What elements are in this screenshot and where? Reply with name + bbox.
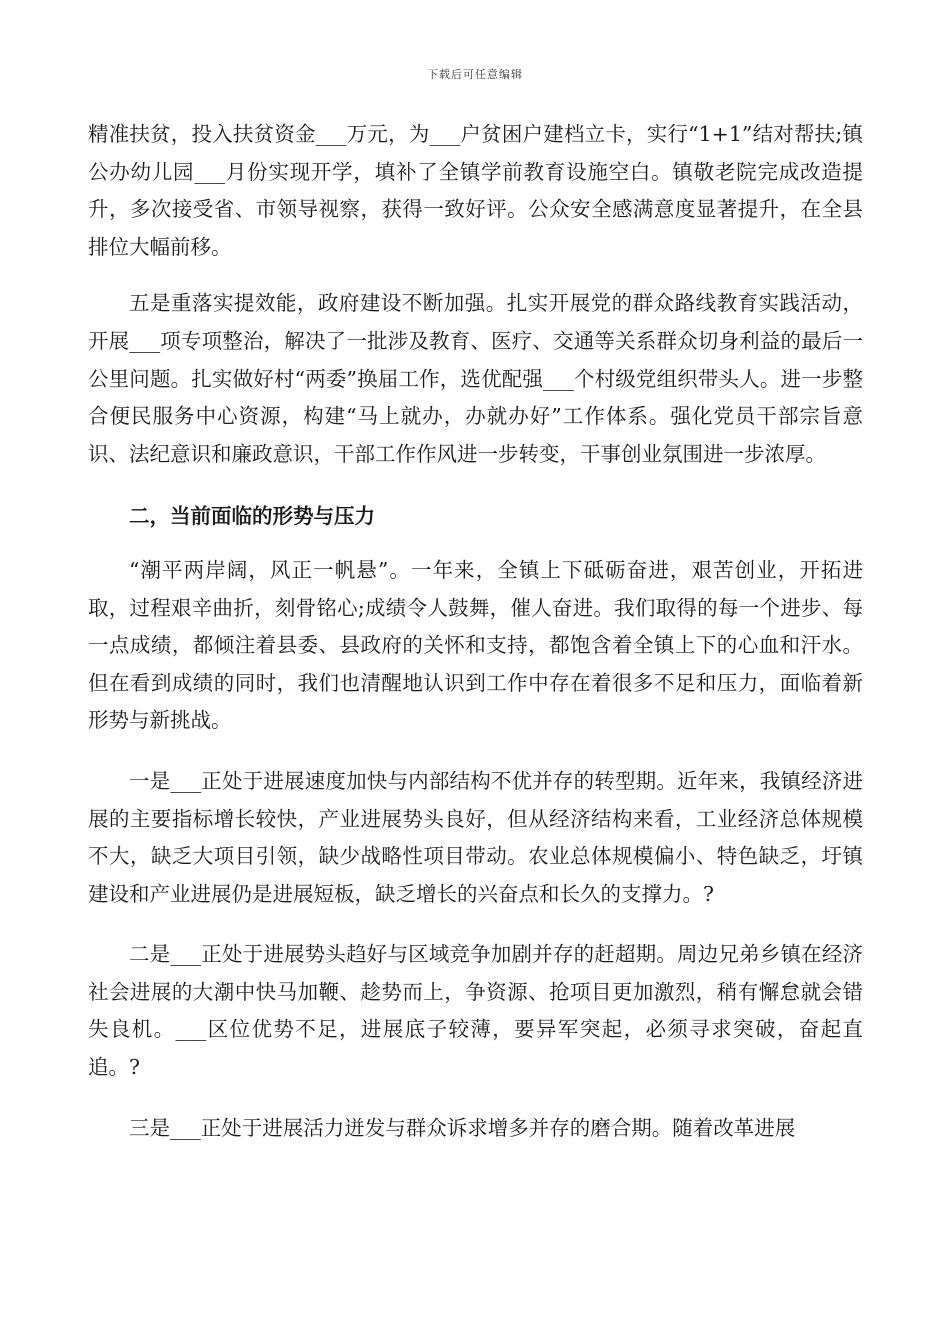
paragraph-catch-up-period: 二是___正处于进展势头趋好与区域竞争加剧并存的赶超期。周边兄弟乡镇在经济社会进展的大潮中快马加鞭、趁势而上，争资源、抢项目更加激烈，稍有懈怠就会错失良机。___区位优势不足，进展底子较薄，要异军突起，必须寻求突破，奋起直追。?: [88, 942, 863, 1080]
paragraph-government-building: 五是重落实提效能，政府建设不断加强。扎实开展党的群众路线教育实践活动，开展___项专项整治，解决了一批涉及教育、医疗、交通等关系群众切身利益的最后一公里问题。扎实做好村“两委”换届工作，选优配强___个村级党组织带头人。进一步整合便民服务中心资源，构建“马上就办，办就办好”工作体系。强化党员干部宗旨意识、法纪意识和廉政意识，干部工作作风进一步转变，干事创业氛围进一步浓厚。: [88, 291, 863, 466]
paragraph-situation-intro: “潮平两岸阔，风正一帆悬”。一年来，全镇上下砥砺奋进，艰苦创业，开拓进取，过程艰辛曲折，刻骨铭心;成绩令人鼓舞，催人奋进。我们取得的每一个进步、每一点成绩，都倾注着县委、县政府的关怀和支持，都饱含着全镇上下的心血和汗水。但在看到成绩的同时，我们也清醒地认识到工作中存在着很多不足和压力，面临着新形势与新挑战。: [88, 557, 863, 733]
paragraph-transition-period: 一是___正处于进展速度加快与内部结构不优并存的转型期。近年来，我镇经济进展的主要指标增长较快，产业进展势头良好，但从经济结构来看，工业经济总体规模不大，缺乏大项目引领，缺少战略性项目带动。农业总体规模偏小、特色缺乏，圩镇建设和产业进展仍是进展短板，缺乏增长的兴奋点和长久的支撑力。?: [88, 768, 863, 906]
paragraph-adjustment-period: 三是___正处于进展活力迸发与群众诉求增多并存的磨合期。随着改革进展: [129, 1115, 796, 1140]
document-body: [88, 116, 863, 1147]
page-header: 下载后可任意编辑: [427, 68, 523, 81]
paragraph-poverty-alleviation: 精准扶贫，投入扶贫资金___万元，为___户贫困户建档立卡，实行“1+1”结对帮扶;镇公办幼儿园___月份实现开学，填补了全镇学前教育设施空白。镇敬老院完成改造提升，多次接受省、市领导视察，获得一致好评。公众安全感满意度显著提升，在全县排位大幅前移。: [88, 122, 863, 259]
section-heading: 二，当前面临的形势与压力: [129, 504, 375, 529]
